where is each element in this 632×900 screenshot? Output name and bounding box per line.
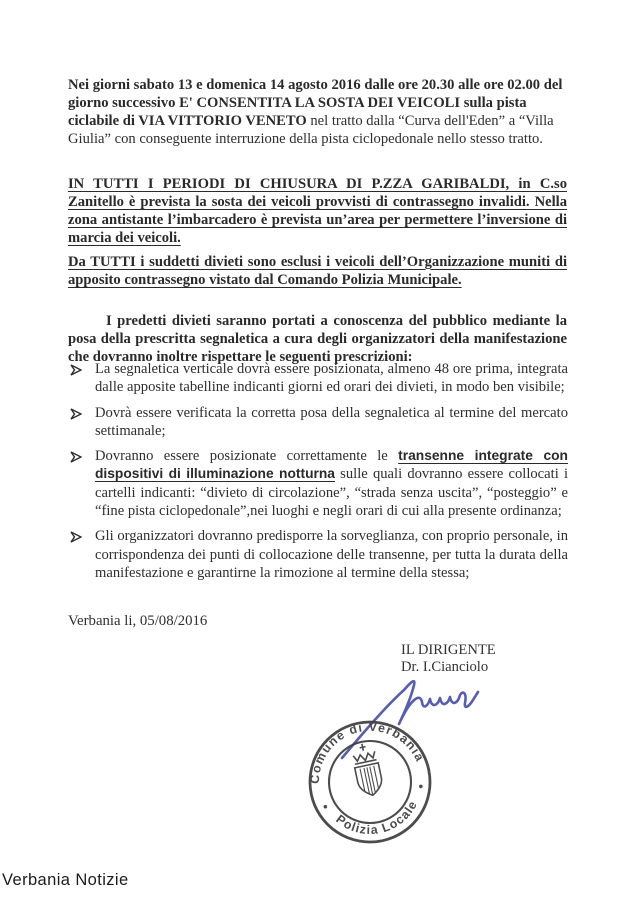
stamp-arc-bottom-text: Polizia Locale — [333, 798, 421, 838]
prescription-text: La segnaletica verticale dovrà essere posizionata, almeno 48 ore prima, integrata dalle apposite tabelline indicanti giorni ed orari dei divieti, in modo ben visibile; — [95, 361, 568, 396]
list-item — [68, 527, 568, 582]
stamp-arc-top-text: Comune di Verbania — [307, 719, 428, 785]
intro-bold-text: Nei giorni sabato 13 e domenica 14 agosto 2016 dalle ore 20.30 alle ore 02.00 del giorno successivo E' CONSENTITA LA SOSTA DEI VEICOLI sulla pista ciclabile di VIA VITTORIO VENETO — [68, 76, 563, 130]
dateline: Verbania li, 05/08/2016 — [68, 613, 208, 629]
exclusion-paragraph: Da TUTTI i suddetti divieti sono esclusi i veicoli dell’Organizzazione muniti di apposito contrassegno vistato dal Comando Polizia Municipale. — [68, 253, 567, 288]
bullet-arrow-icon — [70, 363, 82, 375]
signer-name: Dr. I.Cianciolo — [401, 659, 489, 675]
prescription-text: Dovrà essere verificata la corretta posa della segnaletica al termine del mercato settimanale; — [95, 404, 568, 439]
bullet-arrow-icon — [70, 450, 82, 462]
prescription-text-pre: Dovranno essere posizionate correttamente le — [95, 448, 399, 465]
bullet-arrow-icon — [70, 407, 82, 419]
official-stamp — [282, 694, 458, 870]
prescription-text-post: sulle quali dovranno essere collocati i cartelli indicanti: “divieto di circolazione”, “strada senza uscita”, “posteggio” e “fine pista ciclopedonale”,nei luoghi e negli orari di cui alla presente ordinanza; — [95, 466, 568, 520]
stamp-separator-dot — [323, 805, 327, 809]
list-item — [68, 404, 568, 441]
prescription-text-emphasis: transenne integrate con dispositivi di illuminazione notturna — [95, 448, 568, 482]
notice-paragraph: I predetti divieti saranno portati a conoscenza del pubblico mediante la posa della prescritta segnaletica a cura degli organizzatori della manifestazione che dovranno inoltre rispettare le seguenti prescrizioni: — [68, 312, 567, 366]
coat-of-arms — [350, 741, 384, 797]
intro-regular-text: nel tratto dalla “Curva dell'Eden” a “Villa Giulia” con conseguente interruzione della pista ciclopedonale nello stesso tratto. — [68, 113, 554, 148]
closure-paragraph: IN TUTTI I PERIODI DI CHIUSURA DI P.ZZA GARIBALDI, in C.so Zanitello è prevista la sosta dei veicoli provvisti di contrassegno invalidi. Nella zona antistante l’imbarcadero è prevista un’area per permettere l’inversione di marcia dei veicoli. — [68, 175, 567, 247]
stamp-separator-dot — [419, 784, 423, 788]
signer-role: IL DIRIGENTE — [401, 642, 496, 658]
bullet-arrow-icon — [70, 530, 82, 542]
list-item — [68, 447, 568, 520]
prescriptions-list — [68, 360, 568, 589]
footer-watermark: Verbania Notizie — [2, 871, 129, 889]
list-item — [68, 360, 568, 397]
intro-paragraph — [68, 76, 567, 149]
prescription-text: Gli organizzatori dovranno predisporre la sorveglianza, con proprio personale, in corrispondenza dei punti di collocazione delle transenne, per tutta la durata della manifestazione e garantirne la rimozione al termine della stessa; — [95, 528, 568, 581]
